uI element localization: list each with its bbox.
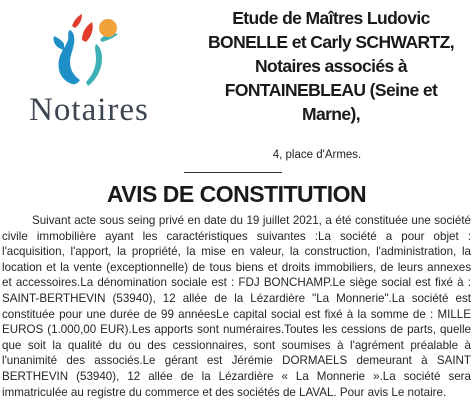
office-line: Notaires associés à — [254, 56, 408, 76]
body-line: SAINT-BERTHEVIN (53940), 12 allée de la Lézardière "La Monnerie".La société est — [2, 291, 471, 305]
office-line: FONTAINEBLEAU (Seine et — [224, 80, 438, 100]
office-address: 4, place d'Armes. — [272, 149, 362, 161]
notice-body — [2, 213, 471, 400]
divider — [184, 172, 282, 173]
office-line: Etude de Maîtres Ludovic — [232, 8, 430, 28]
body-line: BERTHEVIN (53940), 12 allée de la Lézardière « La Monnerie ».La société sera — [2, 369, 471, 383]
body-line: l'unanimité des associés.Le gérant est Jérémie DORMAELS demeurant à SAINT — [2, 354, 471, 368]
body-line: location et la vente (exceptionnelle) de tous biens et droits immobiliers, de leurs annexes — [2, 260, 471, 274]
notice-title: AVIS DE CONSTITUTION — [106, 181, 367, 207]
logo-wordmark: Notaires — [29, 92, 149, 128]
body-line: EUROS (1.000,00 EUR).Les apports sont numéraires.Toutes les cessions de parts, quelle — [2, 323, 471, 337]
body-line: constituée pour une durée de 99 annéesLe capital social est fixé à la somme de : MILLE — [2, 307, 471, 321]
body-line: Suivant acte sous seing privé en date du 19 juillet 2021, a été constituée une société — [32, 214, 471, 227]
office-heading — [196, 6, 466, 126]
notaires-emblem-icon — [42, 10, 138, 90]
office-line: BONELLE et Carly SCHWARTZ, — [208, 32, 454, 52]
notaires-logo — [14, 10, 164, 128]
body-line: et accessoires.La dénomination sociale est : FDJ BONCHAMP.Le siège social est fixé à : — [2, 276, 471, 290]
body-line: l'acquisition, l'apport, la propriété, la mise en valeur, la construction, l'administration, la — [2, 245, 471, 259]
body-line: immatriculée au registre du commerce et des sociétés de LAVAL. Pour avis Le notaire. — [2, 385, 447, 399]
office-line: Marne), — [301, 104, 361, 124]
body-line: civile immobilière ayant les caractéristiques suivantes :La société a pour objet : — [2, 229, 471, 243]
body-line: que soit la qualité du ou des cessionnaires, sont soumises à l'agrément préalable à — [2, 338, 471, 352]
